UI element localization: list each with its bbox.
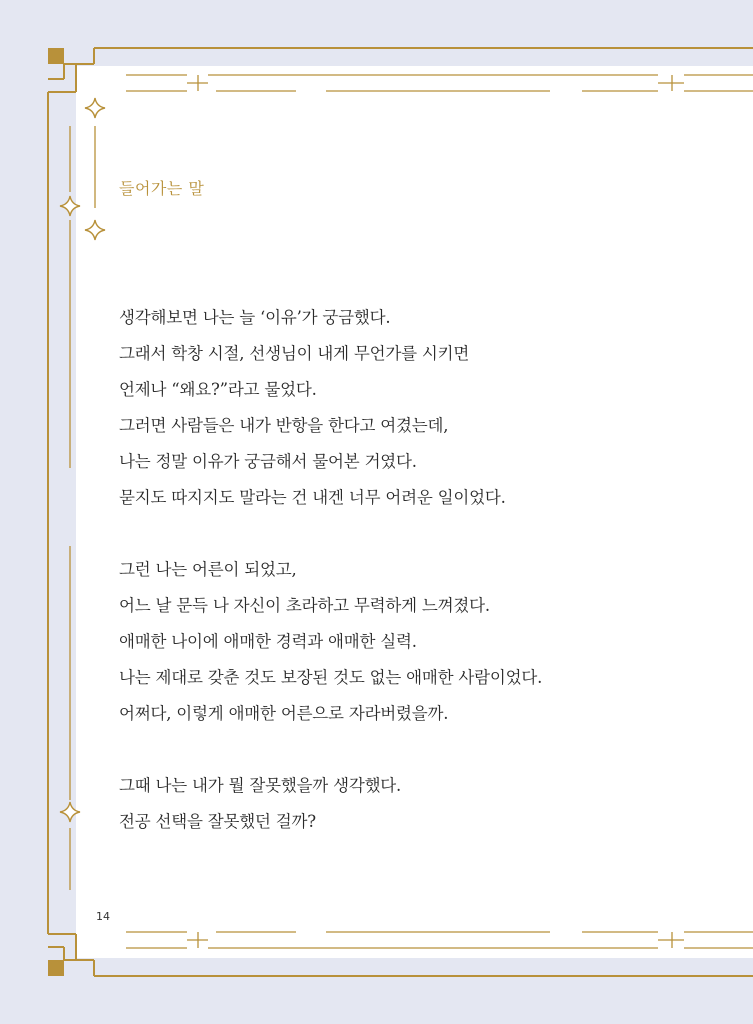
paragraph-gap bbox=[119, 732, 719, 768]
corner-square-bottom bbox=[48, 960, 64, 976]
text-line: 나는 정말 이유가 궁금해서 물어본 거였다. bbox=[119, 452, 417, 471]
text-line: 어쩌다, 이렇게 애매한 어른으로 자라버렸을까. bbox=[119, 704, 449, 723]
corner-square-top bbox=[48, 48, 64, 64]
text-line: 그때 나는 내가 뭘 잘못했을까 생각했다. bbox=[119, 776, 402, 795]
text-line: 생각해보면 나는 늘 ‘이유’가 궁금했다. bbox=[119, 308, 391, 327]
text-line: 그런 나는 어른이 되었고, bbox=[119, 560, 297, 579]
chapter-heading: 들어가는 말 bbox=[119, 179, 205, 198]
text-line: 어느 날 문득 나 자신이 초라하고 무력하게 느껴졌다. bbox=[119, 596, 490, 615]
text-line: 그러면 사람들은 내가 반항을 한다고 여겼는데, bbox=[119, 416, 449, 435]
text-line: 그래서 학창 시절, 선생님이 내게 무언가를 시키면 bbox=[119, 344, 470, 363]
text-line: 전공 선택을 잘못했던 걸까? bbox=[119, 812, 316, 831]
paragraph-gap bbox=[119, 516, 719, 552]
body-text bbox=[119, 300, 719, 840]
page-number: 14 bbox=[96, 910, 110, 923]
text-line: 애매한 나이에 애매한 경력과 애매한 실력. bbox=[119, 632, 417, 651]
text-line: 묻지도 따지지도 말라는 건 내겐 너무 어려운 일이었다. bbox=[119, 488, 506, 507]
text-line: 언제나 “왜요?”라고 물었다. bbox=[119, 380, 317, 399]
text-line: 나는 제대로 갖춘 것도 보장된 것도 없는 애매한 사람이었다. bbox=[119, 668, 543, 687]
